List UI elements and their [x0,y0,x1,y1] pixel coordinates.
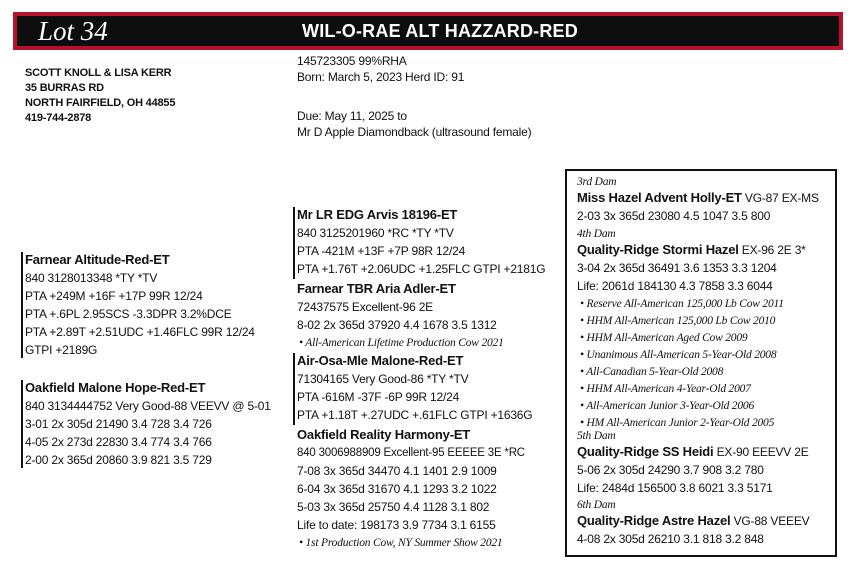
honor-item: • All-Canadian 5-Year-Old 2008 [580,366,724,378]
fourth-dam-name: Quality-Ridge Stormi Hazel [577,242,739,257]
dam-line-4: 2-00 2x 365d 20860 3.9 821 3.5 729 [25,453,212,467]
fifth-dam-record-2: Life: 2484d 156500 3.8 6021 3.3 5171 [577,481,773,495]
fourth-dam-label: 4th Dam [577,228,616,240]
sire-name: Farnear Altitude-Red-ET [25,252,170,267]
dam-line-1: 840 3134444752 Very Good-88 VEEVV @ 5-01 [25,399,271,413]
honor-item: • HM All-American Junior 2-Year-Old 2005 [580,417,775,429]
honor-item: • Reserve All-American 125,000 Lb Cow 2011 [580,298,784,310]
honor-item: • All-American Junior 3-Year-Old 2006 [580,400,754,412]
dam-sire-line-3: PTA +1.18T +.27UDC +.61FLC GTPI +1636G [297,408,533,422]
fifth-dam-class: EX-90 EEEVV 2E [713,445,809,459]
dam-line-2: 3-01 2x 305d 21490 3.4 728 3.4 726 [25,417,212,431]
third-dam-class: VG-87 EX-MS [741,191,819,205]
animal-name: WIL-O-RAE ALT HAZZARD-RED [302,21,578,41]
dam-dam-line-5: Life to date: 198173 3.9 7734 3.1 6155 [297,518,496,532]
sire-bracket [21,252,23,358]
dam-name: Oakfield Malone Hope-Red-ET [25,380,206,395]
sire-line-5: GTPI +2189G [25,343,98,357]
registration-line: 145723305 99%RHA [297,54,407,68]
owner-city: NORTH FAIRFIELD, OH 44855 [25,97,176,109]
sire-line-4: PTA +2.89T +2.51UDC +1.46FLC 99R 12/24 [25,325,255,339]
sixth-dam-label: 6th Dam [577,499,616,511]
born-line: Born: March 5, 2023 Herd ID: 91 [297,70,465,84]
dam-sire-bracket [293,353,295,425]
dam-dam-line-3: 6-04 3x 365d 31670 4.1 1293 3.2 1022 [297,482,497,496]
fourth-dam-record-1: 3-04 2x 365d 36491 3.6 1353 3.3 1204 [577,261,777,275]
dam-sire-line-1: 71304165 Very Good-86 *TY *TV [297,372,469,386]
honor-item: • HHM All-American 4-Year-Old 2007 [580,383,751,395]
fourth-dam-record-2: Life: 2061d 184130 4.3 7858 3.3 6044 [577,279,773,293]
third-dam-name: Miss Hazel Advent Holly-ET [577,190,742,205]
fifth-dam-label: 5th Dam [577,430,616,442]
dam-dam-name: Oakfield Reality Harmony-ET [297,427,471,442]
dam-dam-line-2: 7-08 3x 365d 34470 4.1 1401 2.9 1009 [297,464,497,478]
dam-dam-note: • 1st Production Cow, NY Summer Show 2021 [299,537,503,549]
fifth-dam-title [577,444,809,460]
sixth-dam-record: 4-08 2x 305d 26210 3.1 818 3.2 848 [577,532,764,546]
sixth-dam-name: Quality-Ridge Astre Hazel [577,513,731,528]
sire-dam-name: Farnear TBR Aria Adler-ET [297,281,456,296]
due-date: Due: May 11, 2025 to [297,109,407,123]
sire-sire-name: Mr LR EDG Arvis 18196-ET [297,207,458,222]
third-dam-record: 2-03 3x 365d 23080 4.5 1047 3.5 800 [577,209,771,223]
sire-dam-line-1: 72437575 Excellent-96 2E [297,300,433,314]
owner-street: 35 BURRAS RD [25,82,104,94]
sire-dam-note: • All-American Lifetime Production Cow 2021 [299,337,504,349]
dam-line-3: 4-05 2x 273d 22830 3.4 774 3.4 766 [25,435,212,449]
third-dam-label: 3rd Dam [577,176,617,188]
fourth-dam-title [577,242,806,258]
fifth-dam-record-1: 5-06 2x 305d 24290 3.7 908 3.2 780 [577,463,764,477]
sire-sire-bracket [293,207,295,279]
honor-item: • HHM All-American 125,000 Lb Cow 2010 [580,315,776,327]
sire-dam-line-2: 8-02 2x 365d 37920 4.4 1678 3.5 1312 [297,318,497,332]
sire-sire-line-3: PTA +1.76T +2.06UDC +1.25FLC GTPI +2181G [297,262,546,276]
honor-item: • HHM All-American Aged Cow 2009 [580,332,748,344]
sire-line-3: PTA +.6PL 2.95SCS -3.3DPR 3.2%DCE [25,307,232,321]
service-sire: Mr D Apple Diamondback (ultrasound female) [297,125,532,139]
dam-dam-line-4: 5-03 3x 365d 25750 4.4 1128 3.1 802 [297,500,490,514]
sixth-dam-title [577,513,809,529]
dam-bracket [21,380,23,468]
lot-number: Lot 34 [38,16,108,46]
sire-sire-line-2: PTA -421M +13F +7P 98R 12/24 [297,244,466,258]
sixth-dam-class: VG-88 VEEEV [730,514,810,528]
sire-sire-line-1: 840 3125201960 *RC *TY *TV [297,226,454,240]
fourth-dam-class: EX-96 2E 3* [738,243,806,257]
dam-sire-line-2: PTA -616M -37F -6P 99R 12/24 [297,390,460,404]
dam-sire-name: Air-Osa-Mle Malone-Red-ET [297,353,464,368]
sire-line-2: PTA +249M +16F +17P 99R 12/24 [25,289,203,303]
third-dam-title [577,190,819,206]
owner-phone: 419-744-2878 [25,112,92,124]
fifth-dam-name: Quality-Ridge SS Heidi [577,444,714,459]
honor-item: • Unanimous All-American 5-Year-Old 2008 [580,349,777,361]
owner-name: SCOTT KNOLL & LISA KERR [25,67,172,79]
dam-dam-line-1: 840 3006988909 Excellent-95 EEEEE 3E *RC [297,447,525,459]
sire-line-1: 840 3128013348 *TY *TV [25,271,158,285]
